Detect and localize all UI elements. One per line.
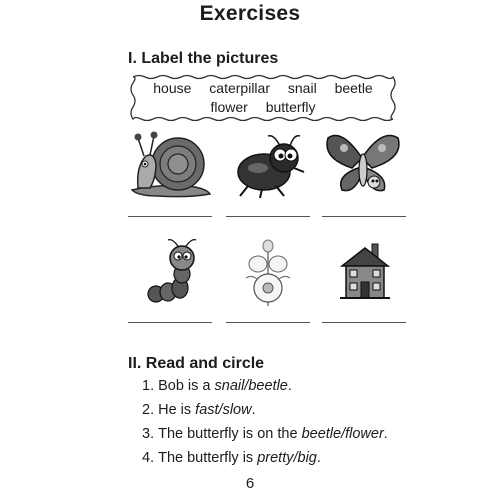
sentence-1 (142, 378, 292, 394)
word-house: house (153, 80, 192, 96)
sentence-number: 4. (142, 450, 155, 466)
sentence-end: . (316, 450, 321, 466)
page-number: 6 (245, 475, 255, 492)
sentence-text: The butterfly is on the (158, 426, 302, 442)
circle-options[interactable]: fast/slow (195, 402, 252, 418)
snail-picture (128, 128, 214, 200)
flower-picture (238, 234, 298, 308)
circle-options[interactable]: beetle/flower (301, 426, 384, 442)
word-caterpillar: caterpillar (209, 80, 270, 96)
answer-line-1[interactable] (128, 216, 212, 217)
word-flower: flower (210, 99, 248, 115)
answer-line-2[interactable] (226, 216, 310, 217)
page-title: Exercises (199, 2, 301, 25)
circle-options[interactable]: snail/beetle (214, 378, 288, 394)
answer-line-5[interactable] (226, 322, 310, 323)
sentence-end: . (251, 402, 256, 418)
butterfly-picture (322, 128, 404, 200)
word-beetle: beetle (334, 80, 373, 96)
word-box (127, 74, 399, 122)
sentence-number: 1. (142, 378, 155, 394)
answer-line-6[interactable] (322, 322, 406, 323)
sentence-text: Bob is a (158, 378, 215, 394)
circle-options[interactable]: pretty/big (257, 450, 317, 466)
sentence-3 (142, 426, 388, 442)
sentence-end: . (383, 426, 388, 442)
sentence-end: . (287, 378, 292, 394)
answer-line-3[interactable] (322, 216, 406, 217)
caterpillar-picture (146, 236, 204, 306)
sentence-4 (142, 450, 321, 466)
sentence-text: He is (158, 402, 196, 418)
answer-line-4[interactable] (128, 322, 212, 323)
sentence-number: 2. (142, 402, 155, 418)
house-picture (338, 240, 392, 302)
sentence-number: 3. (142, 426, 155, 442)
beetle-picture (228, 130, 308, 200)
word-row-2 (127, 99, 399, 115)
word-row-1 (127, 80, 399, 96)
word-butterfly: butterfly (265, 99, 316, 115)
sentence-2 (142, 402, 256, 418)
sentence-text: The butterfly is (158, 450, 258, 466)
word-snail: snail (287, 80, 317, 96)
section-1-heading: I. Label the pictures (128, 50, 279, 67)
section-2-heading: II. Read and circle (128, 355, 265, 372)
